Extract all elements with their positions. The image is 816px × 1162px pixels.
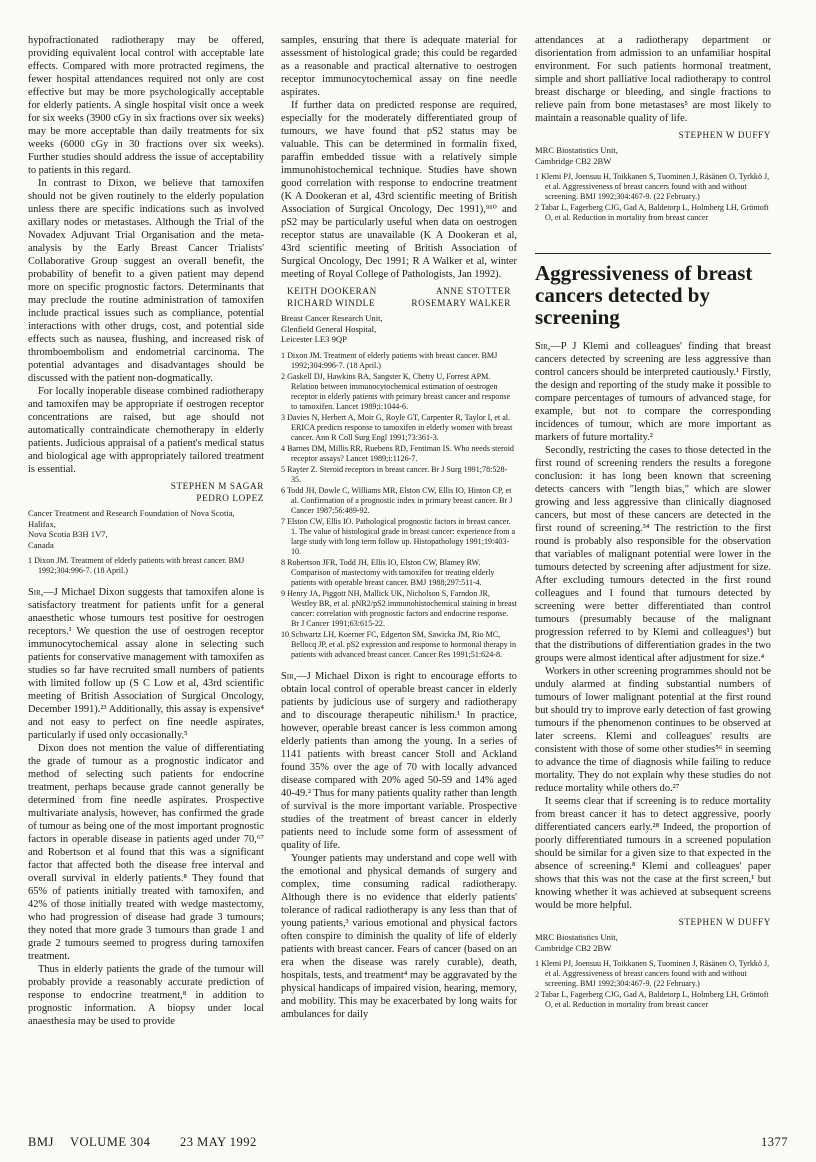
reference-item: 10 Schwartz LH, Koerner FC, Edgerton SM, Sawicka JM, Rio MC, Bellocq JP, et al. pS2 expression and response to hormonal therapy in patients with advanced breast cancer. Cancer Res 1991;51:624-8. bbox=[281, 629, 517, 659]
paragraph: attendances at a radiotherapy department or disorientation from admission to an unfamiliar hospital environment. For such patients hormonal treatment, simple and short palliative local radiotherapy to control breast discharge or bleeding, and single fractions to relieve pain from bone metastases⁵ are most likely to maintain a reasonable quality of life. bbox=[535, 35, 771, 124]
paragraph: In contrast to Dixon, we believe that tamoxifen should not be given routinely to the elderly population unless there are specific indications such as involved axillary nodes or metastases. Although the Trial of the Novadex Adjuvant Trial Organisation and the meta-analysis by the Early Breast Cancer Trialists' Collaborative Group suggest an overall benefit, the probability of benefit to a given patient may depend more on specific prognostic factors. Determinants that may preclude the routine administration of tamoxifen include practical issues such as compliance, potential interactions with other drugs, cost, and potential side effects such as nausea, flushing, and increased risk of thromboembolism and endometrial carcinoma. The potential advantages and disadvantages should be discussed with the patient non-dogmatically. bbox=[28, 178, 264, 384]
reference-item: 1 Klemi PJ, Joensuu H, Toikkanen S, Tuominen J, Räsänen O, Tyrkkö J, et al. Aggressiveness of breast cancers found with and without screening. BMJ 1992;304:467-9. (22 February.) bbox=[535, 959, 770, 988]
page-footer bbox=[28, 1135, 788, 1155]
reference-item: 2 Tabar L, Fagerberg CJG, Gad A, Baldetorp L, Holmberg LH, Gröntoft O, et al. Reduction in mortality from breast cancer bbox=[535, 990, 769, 1009]
reference-list bbox=[281, 351, 517, 660]
letter-body: Sir,—P J Klemi and colleagues' finding that breast cancers detected by screening are less aggressive than control cancers should be interpreted cautiously.¹ Firstly, the design and reporting of the study make it possible to compare percentages of tumours of advanced stage, for example, but not to compare the corresponding incidences of tumour, which are more important as markers of future mortality.² bbox=[535, 341, 771, 443]
author-signature: STEPHEN W DUFFY bbox=[678, 917, 771, 927]
journal-name: BMJ bbox=[28, 1135, 54, 1149]
reference-item: 8 Robertson JFR, Todd JH, Ellis IO, Elston CW, Blamey RW. Comparison of mastectomy with tamoxifen for treating elderly patients with operable breast cancer. BMJ 1988;297:511-4. bbox=[281, 557, 495, 587]
author-signature: STEPHEN W DUFFY bbox=[678, 130, 771, 140]
reference-item: 3 Davies N, Herbert A, Moir G, Royle GT, Carpenter R, Taylor I, et al. ERICA predicts response to tamoxifen in elderly women with breast cancer. Ann R Coll Surg Engl 1991;73:361-3. bbox=[281, 412, 513, 442]
author-signature: RICHARD WINDLE ROSEMARY WALKER bbox=[287, 298, 511, 308]
journal-volume: VOLUME 304 bbox=[70, 1135, 151, 1149]
paragraph: hypofractionated radiotherapy may be offered, providing equivalent local control with acceptable late effects. Compared with more protracted regimens, the fewer hospital attendances required not only are cost effective but may be more psychologically acceptable for elderly patients. A single hospital visit once a week for six weeks (3900 cGy in six fractions over six weeks) may be more acceptable than daily treatments for six weeks (6000 cGy in 30 fractions over six weeks). Further studies should address the issue of acceptability to patients in this regard. bbox=[28, 35, 264, 176]
reference-list bbox=[535, 959, 771, 1010]
paragraph: If further data on predicted response are required, especially for the moderately differentiated group of tumours, we have found that pS2 status may be valuable. This can be determined in formalin fixed, paraffin embedded tissue with a relatively simple immunohistochemical technique. Studies have shown good correlation with response to endocrine treatment (K A Dookeran et al, 43rd scientific meeting of British Association of Surgical Oncology, Dec 1991),⁹¹⁰ and pS2 may be particularly useful when data on oestrogen receptor status are unavailable (K A Dookeran et al, 43rd scientific meeting of British Association of Surgical Oncology, Dec 1991; R A Walker et al, winter meeting of Royal College of Pathologists, Jan 1992). bbox=[281, 100, 517, 280]
paragraph: Secondly, restricting the cases to those detected in the first round of screening renders the results a foregone conclusion: it has long been known that screening detects cancers with "length bias," which are slower growing and less aggressive than clinically diagnosed cancers, but most of these cancers are detected in the first round of screening.³⁴ The restriction to the first round is probably also responsible for the observation that variables of malignant potential were lower in the tumours detected by screening after adjustment for size. After excluding tumours detected in the first round colleagues and I found that tumours detected by screening were better differentiated than control tumours (presumably because of the malignant progression referred to by Klemi and colleagues¹) but that the distributions of differentiation grades in the two groups were almost identical after adjustment for size.⁴ bbox=[535, 445, 771, 664]
author-signature: STEPHEN M SAGAR PEDRO LOPEZ bbox=[170, 481, 264, 503]
paragraph: It seems clear that if screening is to reduce mortality from breast cancer it has to detect aggressive, poorly differentiated cancers early.²⁸ Indeed, the proportion of poorly differentiated tumours in a screened population should be similar for a given size to that expected in the absence of screening.⁸ Klemi and colleagues' paper shows that this was not the case at the first screen,¹ but knowing whether it was achieved at subsequent screens would be more helpful. bbox=[535, 796, 771, 911]
author-signature: KEITH DOOKERAN ANNE STOTTER bbox=[287, 286, 511, 296]
reference-list bbox=[535, 172, 771, 223]
column-2 bbox=[281, 34, 517, 1094]
author-affiliation: Cancer Treatment and Research Foundation of Nova Scotia, Halifax, Nova Scotia B3H 1V7, Canada bbox=[28, 508, 235, 550]
issue-date: 23 MAY 1992 bbox=[180, 1135, 257, 1149]
paragraph: For locally inoperable disease combined radiotherapy and tamoxifen may be appropriate if oestrogen receptor concentrations are raised, but age should not automatically contraindicate chemotherapy in elderly patients. Judicious appraisal of a patient's medical status and biological age with appropriately tailored treatment is essential. bbox=[28, 386, 264, 475]
reference-item: 1 Klemi PJ, Joensuu H, Toikkanen S, Tuominen J, Räsänen O, Tyrkkö J, et al. Aggressiveness of breast cancers found with and without screening. BMJ 1992;304:467-9. (22 February.) bbox=[535, 172, 770, 201]
author-affiliation: MRC Biostatistics Unit, Cambridge CB2 2BW bbox=[535, 932, 618, 953]
reference-item: 7 Elston CW, Ellis IO. Pathological prognostic factors in breast cancer. 1. The value of histological grade in breast cancer: experience from a large study with long term follow up. Histopathology 1991;19:403-10. bbox=[281, 516, 516, 556]
reference-item: 4 Barnes DM, Millis RR, Ruebens RD, Fentiman IS. Who needs steroid receptor assays? Lancet 1989;i:1126-7. bbox=[281, 443, 514, 463]
reference-item: 9 Henry JA, Piggott NH, Mallick UK, Nicholson S, Farndon JR, Westley BR, et al. pNR2/pS2 immunohistochemical staining in breast cancer: correlation with prognostic factors and endocrine response. Br J Cancer 1991;63:615-22. bbox=[281, 588, 517, 628]
author-affiliation: Breast Cancer Research Unit, Glenfield General Hospital, Leicester LE3 9QP bbox=[281, 313, 383, 344]
letter-body: Sir,—J Michael Dixon is right to encourage efforts to obtain local control of operable breast cancer in elderly patients by judicious use of surgery and radiotherapy and to discourage therapeutic nihilism.¹ In practice, however, operable breast cancer is less common among elderly patients than among the young. In a series of 1141 patients with breast cancer Stoll and Ackland found 35% over the age of 70 with locally advanced disease compared with 20% aged 50-59 and 14% aged 40-49.² Thus for many patients quality rather than length of survival is the more important variable. Prospective studies of the treatment of breast cancer in elderly patients need to include some form of assessment of quality of life. bbox=[281, 670, 517, 851]
reference-item: 6 Todd JH, Dowle C, Williams MR, Elston CW, Ellis IO, Hinton CP, et al. Confirmation of a prognostic index in primary breast cancer. Br J Cancer 1987;56:489-92. bbox=[281, 485, 513, 515]
reference-item: 2 Tabar L, Fagerberg CJG, Gad A, Baldetorp L, Holmberg LH, Gröntoft O, et al. Reduction in mortality from breast cancer bbox=[535, 203, 769, 222]
reference-item: 1 Dixon JM. Treatment of elderly patients with breast cancer. BMJ 1992;304:996-7. (18 April.) bbox=[28, 556, 245, 575]
reference-item: 2 Gaskell DJ, Hawkins RA, Sangster K, Chetty U, Forrest APM. Relation between immunocytochemical estimation of oestrogen receptor in elderly patients with primary breast cancer and response to tamoxifen. Lancet 1989;i:1044-6. bbox=[281, 371, 511, 411]
paragraph: Workers in other screening programmes should not be unduly alarmed at finding substantial numbers of tumours of lower malignant potential at the first round but should try to improve early detection of fast growing tumours if the phenomenon continues to be observed at later screens. Klemi and colleagues' results are consistent with those of some other studies⁵⁶ in seeming to advance the time of diagnosis while failing to reduce mortality. They do not explain why these studies do not reduce mortality while others do.²⁷ bbox=[535, 666, 771, 794]
paragraph: samples, ensuring that there is adequate material for assessment of histological grade; this could be regarded as a reasonable and practical alternative to oestrogen receptor immunocytochemical assay on fine needle aspirates. bbox=[281, 35, 517, 98]
page-number: 1377 bbox=[761, 1135, 788, 1149]
author-affiliation: MRC Biostatistics Unit, Cambridge CB2 2BW bbox=[535, 145, 618, 166]
paragraph: Younger patients may understand and cope well with the emotional and physical demands of surgery and complex, time consuming radical radiotherapy. Although there is no evidence that elderly patients' tolerance of radical radiotherapy is any less than that of young patients,³ various emotional and physical factors often conspire to diminish the quality of life of elderly patients with breast cancer. Fears of cancer (based on an era when the disease was rarely curable), death, hospitals, tests, and treatment⁴ may be aggravated by the physical handicaps of impaired vision, hearing, memory, and mobility. This may be exacerbated by long waits for ambulances for daily bbox=[281, 852, 517, 1020]
column-3 bbox=[535, 34, 771, 1094]
paragraph: Dixon does not mention the value of differentiating the grade of tumour as a prognostic indicator and method of selecting such patients for endocrine treatment, perhaps because grade cannot generally be determined from fine needle aspirates. Prospective multivariate analysis, however, has confirmed the grade of tumour as being one of the most important prognostic factors in operable disease in patients aged under 70,⁶⁷ and Robertson et al found that this was a significant factor that affected both the disease free interval and overall survival in elderly patients.⁸ They found that 65% of patients initially treated with tamoxifen, and 42% of those initially treated with wedge mastectomy, who had progression of disease had grade 3 tumours; they noted that more grade 3 tumours than grade 1 and grade 2 tumours seemed to progress during tamoxifen treatment. bbox=[28, 743, 264, 962]
reference-list bbox=[28, 556, 264, 576]
reference-item: 1 Dixon JM. Treatment of elderly patients with breast cancer. BMJ 1992;304:996-7. (18 April.) bbox=[281, 350, 498, 370]
paragraph: Thus in elderly patients the grade of the tumour will probably provide a reasonably accurate prediction of response to endocrine treatment,⁸ in addition to prognostic information. A biopsy under local anaesthesia may be used to provide bbox=[28, 964, 264, 1027]
article-heading: Aggressiveness of breast cancers detected by screening bbox=[535, 253, 771, 328]
column-1 bbox=[28, 34, 264, 1094]
letter-body: Sir,—J Michael Dixon suggests that tamoxifen alone is satisfactory treatment for patients unfit for a general anaesthetic whose tumours test positive for oestrogen receptors.¹ We question the use of oestrogen receptor immunocytochemical assay alone in selecting such patients for conservative management with tamoxifen as studies so far have recruited small numbers of patients with limited follow up (S C Low et al, 43rd scientific meeting of British Association of Surgical Oncology, December 1991).²³ Additionally, this assay is expensive⁴ and not easy to perfect on fine needle aspirates, particularly if used only occasionally.⁵ bbox=[28, 587, 264, 741]
reference-item: 5 Rayter Z. Steroid receptors in breast cancer. Br J Surg 1991;78:528-35. bbox=[281, 464, 508, 484]
